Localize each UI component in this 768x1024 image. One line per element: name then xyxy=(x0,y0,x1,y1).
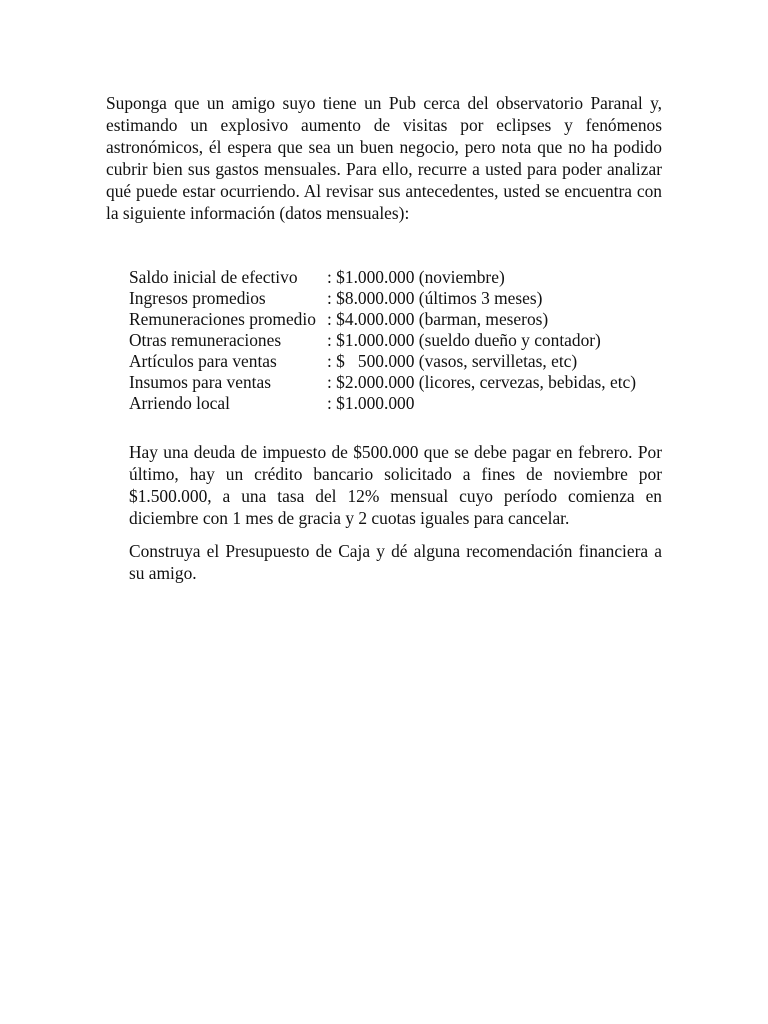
item-label: Arriendo local xyxy=(129,393,230,413)
item-value: : $ 500.000 (vasos, servilletas, etc) xyxy=(327,351,578,371)
list-item xyxy=(129,267,636,288)
item-value: : $8.000.000 (últimos 3 meses) xyxy=(327,288,543,308)
item-value: : $1.000.000 (sueldo dueño y contador) xyxy=(327,330,601,350)
item-value: : $1.000.000 (noviembre) xyxy=(327,267,505,287)
task-paragraph: Construya el Presupuesto de Caja y dé alguna recomendación financiera a su amigo. xyxy=(129,541,662,583)
intro-paragraph: Suponga que un amigo suyo tiene un Pub cerca del observatorio Paranal y, estimando un explosivo aumento de visitas por eclipses y fenómenos astronómicos, él espera que sea un buen negocio, pero nota que no ha podido cubrir bien sus gastos mensuales. Para ello, recurre a usted para poder analizar qué puede estar ocurriendo. Al revisar sus antecedentes, usted se encuentra con la siguiente información (datos mensuales): xyxy=(106,93,662,223)
list-item xyxy=(129,309,636,330)
item-label: Saldo inicial de efectivo xyxy=(129,267,298,287)
item-label: Insumos para ventas xyxy=(129,372,271,392)
monthly-data-list xyxy=(129,267,636,414)
item-label: Ingresos promedios xyxy=(129,288,266,308)
item-label: Artículos para ventas xyxy=(129,351,277,371)
item-label: Otras remuneraciones xyxy=(129,330,282,350)
list-item xyxy=(129,288,636,309)
item-label: Remuneraciones promedio xyxy=(129,309,316,329)
list-item xyxy=(129,351,636,372)
item-value: : $4.000.000 (barman, meseros) xyxy=(327,309,549,329)
item-value: : $2.000.000 (licores, cervezas, bebidas, etc) xyxy=(327,372,637,392)
list-item xyxy=(129,330,636,351)
list-item xyxy=(129,372,636,393)
list-item xyxy=(129,393,636,414)
debt-paragraph: Hay una deuda de impuesto de $500.000 que se debe pagar en febrero. Por último, hay un crédito bancario solicitado a fines de noviembre por $1.500.000, a una tasa del 12% mensual cuyo período comienza en diciembre con 1 mes de gracia y 2 cuotas iguales para cancelar. xyxy=(129,442,662,528)
item-value: : $1.000.000 xyxy=(327,393,415,413)
